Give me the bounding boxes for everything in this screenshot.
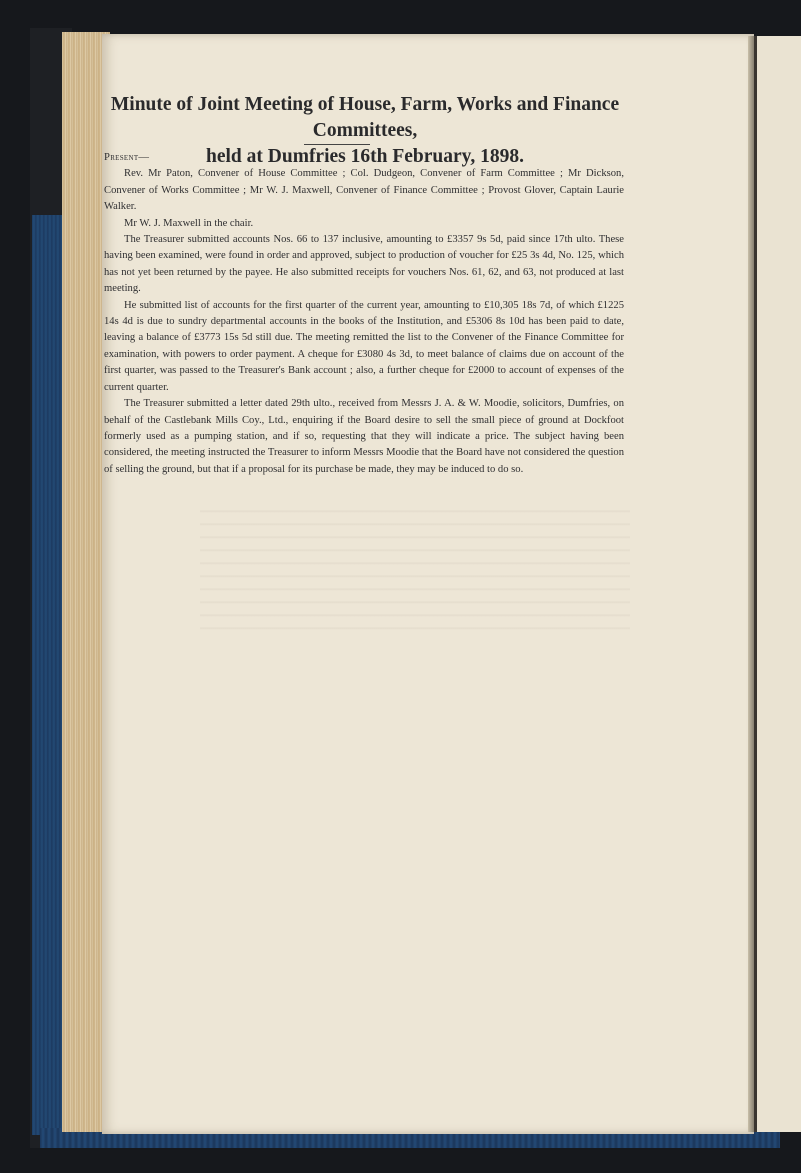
present-heading: Present— <box>104 152 150 163</box>
chair-paragraph: Mr W. J. Maxwell in the chair. <box>124 217 254 229</box>
minute-body <box>104 150 624 478</box>
quarter-accounts-paragraph: He submitted list of accounts for the first quarter of the current year, amounting to £10,305 18s 7d, of which £1225 14s 4d is due to sundry departmental accounts in the books of the Institution, and £5306 8s 10d has been paid to date, leaving a balance of £3773 15s 5d still due. The meeting remitted the list to the Convener of the Finance Committee for examination, with powers to order payment. A cheque for £3080 4s 3d, to meet balance of claims due on account of the first quarter, was passed to the Treasurer's Bank account ; also, a further cheque for £2000 to account of expenses of the current quarter. <box>104 299 624 393</box>
title-line-1: Minute of Joint Meeting of House, Farm, Works and Finance Committees, <box>110 94 620 141</box>
show-through-text <box>200 500 630 630</box>
accounts-paragraph: The Treasurer submitted accounts Nos. 66 to 137 inclusive, amounting to £3357 9s 5d, paid since 17th ulto. These having been examined, were found in order and approved, subject to production of voucher for £25 3s 4d, No. 125, which has not yet been returned by the payee. He also submitted receipts for vouchers Nos. 61, 62, and 63, not produced at last meeting. <box>104 234 624 295</box>
title-line-2: held at Dumfries 16th February, 1898. <box>206 146 524 167</box>
attendees-paragraph: Rev. Mr Paton, Convener of House Committee ; Col. Dudgeon, Convener of Farm Committee ; Mr Dickson, Convener of Works Committee ; Mr W. J. Maxwell, Convener of Finance Committee ; Provost Glover, Captain Laurie Walker. <box>104 168 624 213</box>
ground-sale-paragraph: The Treasurer submitted a letter dated 29th ulto., received from Messrs J. A. & W. Moodie, solicitors, Dumfries, on behalf of the Castlebank Mills Coy., Ltd., enquiring if the Board desire to sell the small piece of ground at Dockfoot formerly used as a pumping station, and if so, requesting that they will indicate a price. The subject having been considered, the meeting instructed the Treasurer to inform Messrs Moodie that the Board have not considered the question of selling the ground, but that if a proposal for its purchase be made, they may be induced to do so. <box>104 398 624 475</box>
facing-page <box>754 36 801 1132</box>
book-cloth-binding <box>32 215 66 1135</box>
title-divider <box>304 144 370 145</box>
